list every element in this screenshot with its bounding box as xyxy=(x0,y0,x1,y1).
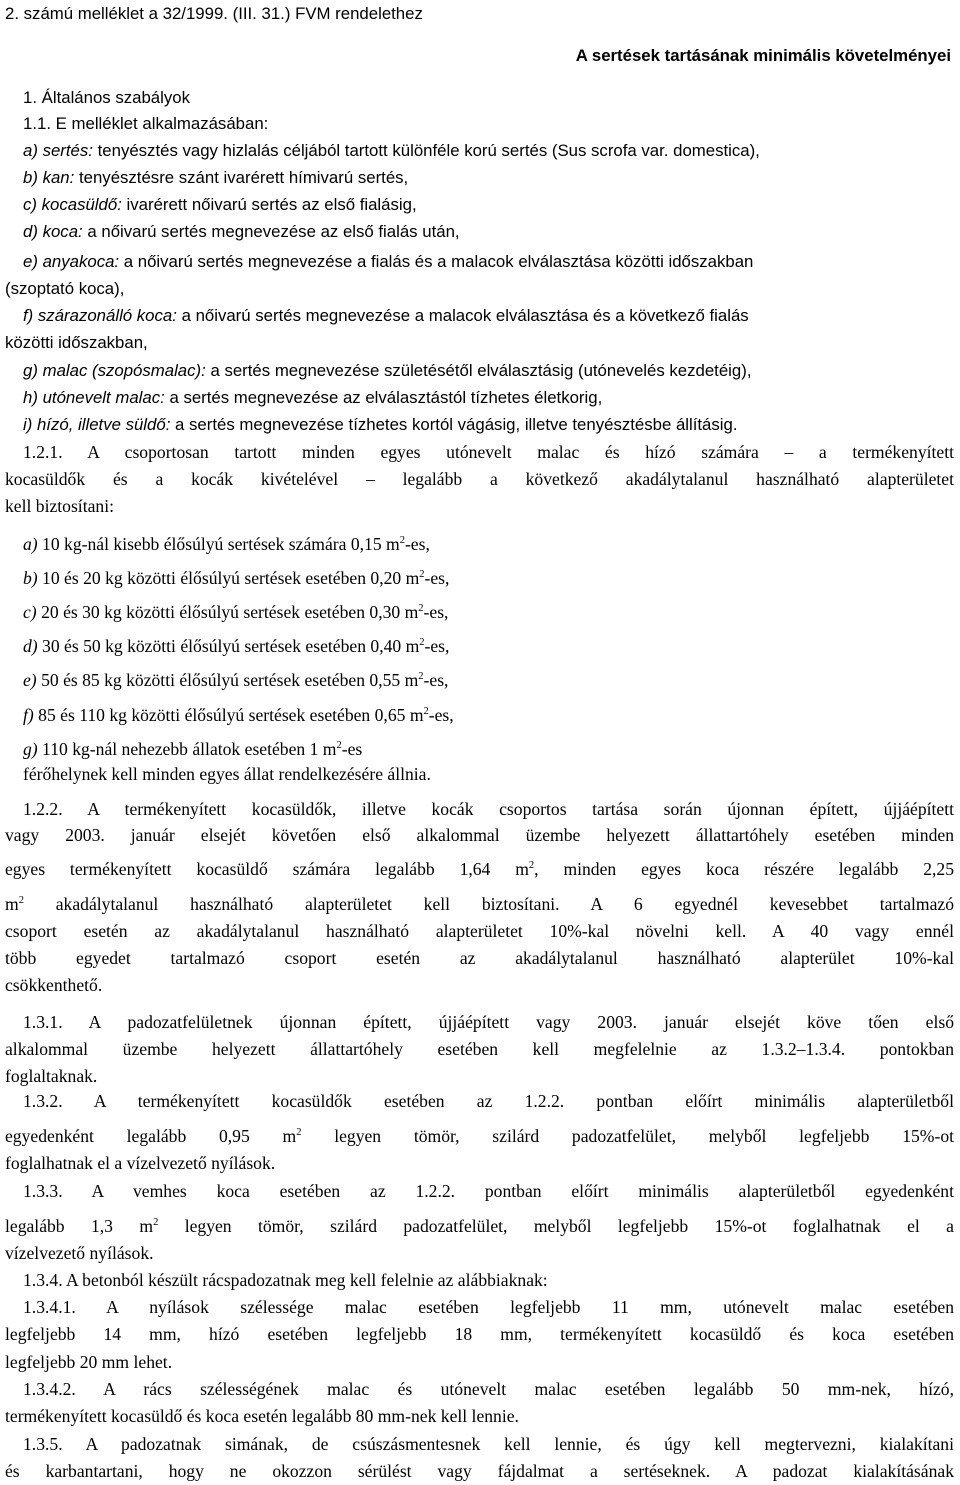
definition-item: e) anyakoca: a nőivarú sertés megnevezése a fialás és a malacok elválasztása közötti időszakban xyxy=(23,252,754,271)
paragraph-1-2-2-line: $m^2$ akadálytalanul használható alapterületet kell biztosítani. A 6 egyednél kevesebbet tartalmazó xyxy=(5,894,954,914)
definition-item: a) sertés: tenyésztés vagy hizlalás céljából tartott különféle korú sertés (Sus scrofa var. domestica), xyxy=(23,141,760,160)
paragraph-1-2-1-line: kell biztosítani: xyxy=(5,496,114,516)
paragraph-1-2-2-line: vagy 2003. január elsejét követően első alkalommal üzembe helyezett állattartóhely esetében minden xyxy=(5,825,954,845)
area-item: e) 50 és 85 kg közötti élősúlyú sertések esetében 0,55 $m^2-es$, xyxy=(23,670,449,690)
section-heading-1: 1. Általános szabályok xyxy=(23,88,190,107)
document-header: 2. számú melléklet a 32/1999. (III. 31.) FVM rendelethez xyxy=(5,4,423,23)
area-list-closing: férőhelynek kell minden egyes állat rendelkezésére állnia. xyxy=(23,764,431,784)
paragraph-1-3-4-2-line: termékenyített kocasüldő és koca esetén legalább 80 mm-nek kell lennie. xyxy=(5,1406,519,1426)
definition-item: g) malac (szopósmalac): a sertés megnevezése születésétől elválasztásig (utónevelés kezdetéig), xyxy=(23,361,752,380)
definition-item: c) kocasüldő: ivarérett nőivarú sertés az első fialásig, xyxy=(23,195,417,214)
paragraph-1-3-1-line: 1.3.1. A padozatfelületnek újonnan épített, újjáépített vagy 2003. január elsejét köve tően első xyxy=(23,1012,954,1032)
paragraph-1-3-3-line: legalább 1,3 $m^2$ legyen tömör, szilárd padozatfelület, melyből legfeljebb 15%-ot foglalhatnak el a xyxy=(5,1216,954,1236)
paragraph-1-2-2-line: 1.2.2. A termékenyített kocasüldők, illetve kocák csoportos tartása során újonnan épített, újjáépített xyxy=(23,799,954,819)
paragraph-1-2-1-line: kocasüldők és a kocák kivételével – legalább a következő akadálytalanul használható alapterületet xyxy=(5,469,954,489)
definition-item: b) kan: tenyésztésre szánt ivarérett hímivarú sertés, xyxy=(23,168,409,187)
paragraph-1-3-4-1-line: legfeljebb 20 mm lehet. xyxy=(5,1352,173,1372)
paragraph-1-3-4: 1.3.4. A betonból készült rácspadozatnak meg kell felelnie az alábbiaknak: xyxy=(23,1270,548,1290)
definition-item: h) utónevelt malac: a sertés megnevezése az elválasztástól tízhetes életkorig, xyxy=(23,388,603,407)
definition-item-continuation: közötti időszakban, xyxy=(5,333,148,352)
document-title: A sertések tartásának minimális követelményei xyxy=(575,46,951,65)
paragraph-1-3-4-2-line: 1.3.4.2. A rács szélességének malac és utónevelt malac esetében legalább 50 mm-nek, hízó, xyxy=(23,1379,954,1399)
paragraph-1-3-3-line: vízelvezető nyílások. xyxy=(5,1243,154,1263)
paragraph-1-2-2-line: egyes termékenyített kocasüldő számára legalább 1,64 $m^2$, minden egyes koca részére legalább 2,25 xyxy=(5,859,955,879)
definition-item: i) hízó, illetve süldő: a sertés megnevezése tízhetes kortól vágásig, illetve tenyésztésbe állításig. xyxy=(23,415,738,434)
paragraph-1-2-2-line: csoport esetén az akadálytalanul használható alapterületet 10%-kal növelni kell. A 40 vagy ennél xyxy=(5,921,954,941)
paragraph-1-3-5-line: 1.3.5. A padozatnak simának, de csúszásmentesnek kell lennie, és úgy kell megtervezni, kialakítani xyxy=(23,1434,954,1454)
paragraph-1-3-1-line: alkalommal üzembe helyezett állattartóhely esetében kell megfelelnie az 1.3.2–1.3.4. pontokban xyxy=(5,1039,954,1059)
area-item: d) 30 és 50 kg közötti élősúlyú sertések esetében 0,40 $m^2-es$, xyxy=(23,636,450,656)
definition-item-continuation: (szoptató koca), xyxy=(5,279,125,298)
paragraph-1-2-2-line: több egyedet tartalmazó csoport esetén az akadálytalanul használható alapterület 10%-kal xyxy=(5,948,954,968)
paragraph-1-2-2-line: csökkenthető. xyxy=(5,975,103,995)
definition-item: f) szárazonálló koca: a nőivarú sertés megnevezése a malacok elválasztása és a következő fialás xyxy=(23,306,749,325)
paragraph-1-3-2-line: egyedenként legalább 0,95 $m^2$ legyen tömör, szilárd padozatfelület, melyből legfeljebb 15%-ot xyxy=(5,1126,954,1146)
area-item: b) 10 és 20 kg közötti élősúlyú sertések esetében 0,20 $m^2-es$, xyxy=(23,568,450,588)
paragraph-1-3-2-line: 1.3.2. A termékenyített kocasüldők esetében az 1.2.2. pontban előírt minimális alapterületből xyxy=(23,1091,954,1111)
area-item: f) 85 és 110 kg közötti élősúlyú sertések esetében 0,65 $m^2-es$, xyxy=(23,705,454,725)
paragraph-1-3-3-line: 1.3.3. A vemhes koca esetében az 1.2.2. pontban előírt minimális alapterületből egyedenként xyxy=(23,1181,954,1201)
paragraph-1-3-4-1-line: legfeljebb 14 mm, hízó esetében legfeljebb 18 mm, termékenyített kocasüldő és koca esetében xyxy=(5,1324,954,1344)
area-item: g) 110 kg-nál nehezebb állatok esetében 1 $m^2-es$ xyxy=(23,739,363,759)
paragraph-1-3-2-line: foglalhatnak el a vízelvezető nyílások. xyxy=(5,1153,276,1173)
paragraph-1-3-4-1-line: 1.3.4.1. A nyílások szélessége malac esetében legfeljebb 11 mm, utónevelt malac esetében xyxy=(23,1297,954,1317)
area-item: a) 10 kg-nál kisebb élősúlyú sertések számára 0,15 $m^2-es$, xyxy=(23,534,430,554)
paragraph-1-3-1-line: foglaltaknak. xyxy=(5,1066,98,1086)
paragraph-1-2-1-line: 1.2.1. A csoportosan tartott minden egyes utónevelt malac és hízó számára – a termékenyített xyxy=(23,442,954,462)
paragraph-1-3-5-line: és karbantartani, hogy ne okozzon sérülést vagy fájdalmat a sertéseknek. A padozat kialakításának xyxy=(5,1461,954,1481)
area-item: c) 20 és 30 kg közötti élősúlyú sertések esetében 0,30 $m^2-es$, xyxy=(23,602,449,622)
section-heading-1-1: 1.1. E melléklet alkalmazásában: xyxy=(23,114,269,133)
definition-item: d) koca: a nőivarú sertés megnevezése az első fialás után, xyxy=(23,222,460,241)
